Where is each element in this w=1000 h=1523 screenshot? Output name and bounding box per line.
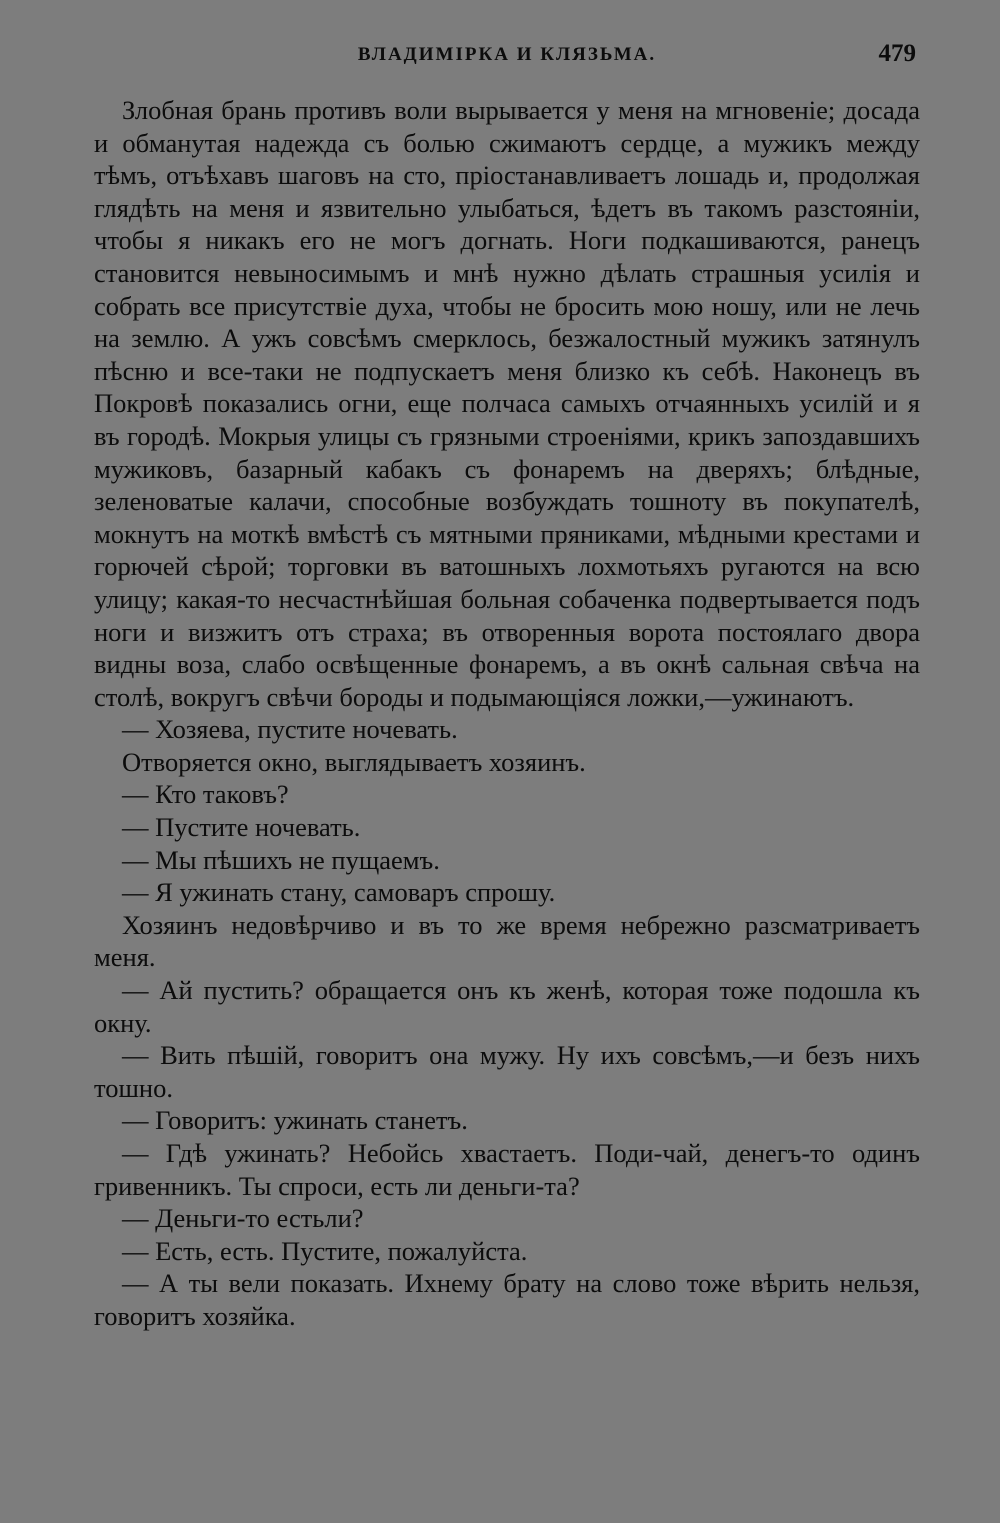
dialogue-line: — Мы пѣшихъ не пущаемъ. — [122, 844, 440, 875]
dialogue-line: — Ай пустить? обращается онъ къ женѣ, которая тоже подошла къ окну. — [94, 975, 920, 1038]
running-title: ВЛАДИМІРКА И КЛЯЗЬМА. — [357, 44, 657, 65]
dialogue-line: — Гдѣ ужинать? Небойсь хвастаетъ. Поди-чай, денегъ-то одинъ гривенникъ. Ты спроси, есть ли деньги-та? — [94, 1138, 920, 1201]
paragraph: Злобная брань противъ воли вырывается у меня на мгновеніе; досада и обманутая надежда съ болью сжимаютъ сердце, а мужикъ между тѣмъ, отъѣхавъ шаговъ на сто, пріостанавливаетъ лошадь и, продолжая глядѣть на меня и язвительно улыбаться, ѣдетъ въ такомъ разстояніи, чтобы я никакъ его не могъ догнать. Ноги подкашиваются, ранецъ становится невыносимымъ и мнѣ нужно дѣлать страшныя усилія и собрать все присутствіе духа, чтобы не бросить мою ношу, или не лечь на землю. А ужъ совсѣмъ смерклось, безжалостный мужикъ затянулъ пѣсню и все-таки не подпускаетъ меня близко къ себѣ. Наконецъ въ Покровѣ показались огни, еще полчаса самыхъ отчаянныхъ усилій и я въ городѣ. Мокрыя улицы съ грязными строеніями, крикъ запоздавшихъ мужиковъ, базарный кабакъ съ фонаремъ на дверяхъ; блѣдные, зеленоватые калачи, способные возбуждать тошноту въ покупателѣ, мокнутъ на моткѣ вмѣстѣ съ мятными пряниками, мѣдными крестами и горючей сѣрой; торговки въ ватошныхъ лохмотьяхъ ругаются на всю улицу; какая-то несчастнѣйшая больная собаченка подвертывается подъ ноги и визжитъ отъ страха; въ отворенныя ворота постоялаго двора видны воза, слабо освѣщенные фонаремъ, а въ окнѣ сальная свѣча на столѣ, вокругъ свѣчи бороды и подымающіяся ложки,—ужинаютъ. — [94, 95, 920, 712]
body-text — [94, 94, 920, 1333]
dialogue-line: — Хозяева, пустите ночевать. — [122, 714, 458, 745]
paragraph: Хозяинъ недовѣрчиво и въ то же время небрежно разсматриваетъ меня. — [94, 909, 920, 973]
dialogue-line: — Говоритъ: ужинать станетъ. — [122, 1105, 468, 1136]
paragraph: Отворяется окно, выглядываетъ хозяинъ. — [122, 746, 586, 777]
dialogue-line: — Вить пѣшій, говоритъ она мужу. Ну ихъ совсѣмъ,—и безъ нихъ тошно. — [94, 1040, 920, 1103]
dialogue-line: — Пустите ночевать. — [122, 812, 361, 843]
dialogue-line: — Я ужинать стану, самоваръ спрошу. — [122, 877, 556, 908]
page-number: 479 — [878, 40, 916, 67]
dialogue-line: — Деньги-то естьли? — [122, 1203, 364, 1234]
dialogue-line: — А ты вели показать. Ихнему брату на слово тоже вѣрить нельзя, говоритъ хозяйка. — [94, 1268, 920, 1331]
dialogue-line: — Кто таковъ? — [122, 779, 289, 810]
running-header — [94, 40, 920, 78]
dialogue-line: — Есть, есть. Пустите, пожалуйста. — [122, 1235, 528, 1266]
